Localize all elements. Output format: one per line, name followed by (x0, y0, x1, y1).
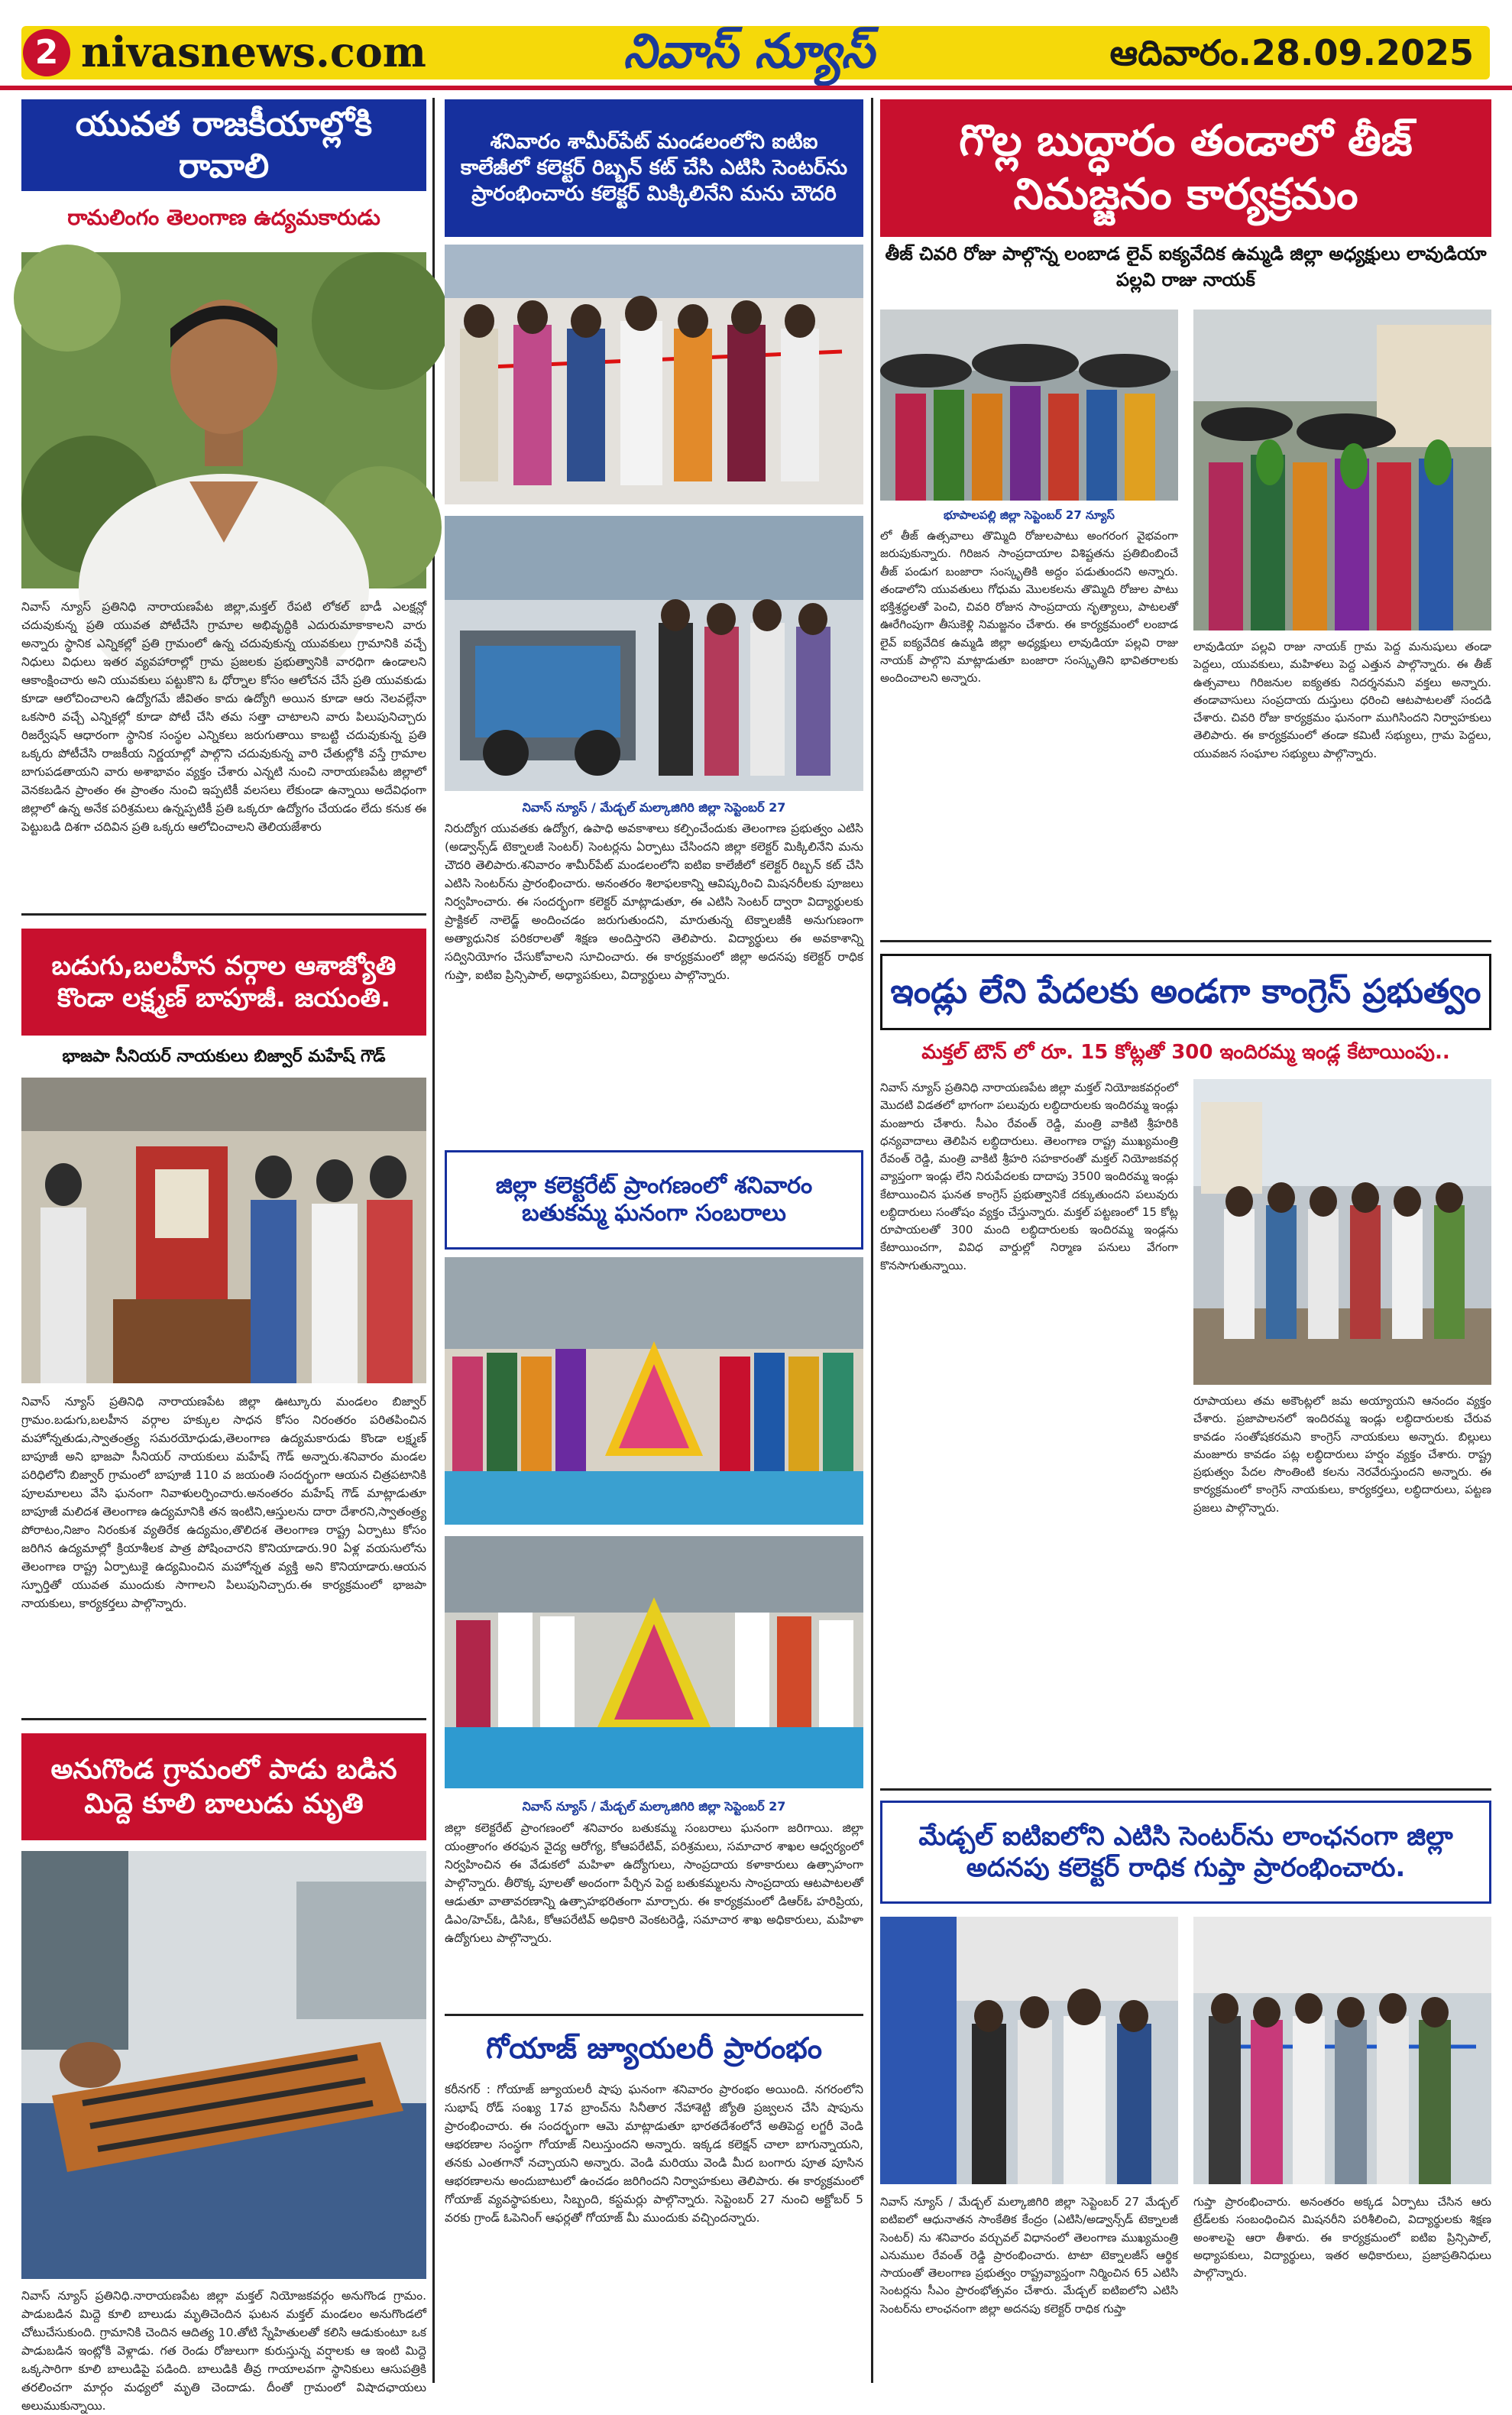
divider (880, 940, 1491, 942)
article-dateline: భూపాలపల్లి జిల్లా సెప్టెంబర్ 27 న్యూస్ (944, 508, 1115, 522)
machinery-photo (445, 516, 863, 791)
divider (880, 1788, 1491, 1791)
article-body: లావుడియా పల్లవి రాజు నాయక్ గ్రామ పెద్ద మనుషులు తండా పెద్దలు, యువకులు, మహిళలు పెద్ద ఎత్తున పాల్గొన్నారు. ఈ తీజ్ ఉత్సవాలు గిరిజనుల ఐక్యతకు నిదర్శనమని వక్తలు అన్నారు. తండావాసులు సంప్రదాయ దుస్తులు ధరించి ఆటపాటలతో సందడి చేశారు. చివరి రోజు కార్యక్రమం ఘనంగా ముగిసిందని నిర్వాహకులు తెలిపారు. ఈ కార్యక్రమంలో తండా కమిటీ సభ్యులు, గ్రామ పెద్దలు, యువజన సంఘాల సభ్యులు పాల్గొన్నారు. (1193, 640, 1491, 760)
group-photo (21, 1078, 426, 1383)
page-number: 2 (23, 29, 70, 76)
article-headline: అనుగొండ గ్రామంలో పాడు బడిన మిద్దె కూలి బాలుడు మృతి (21, 1733, 426, 1840)
column-middle (445, 99, 863, 2225)
site-name[interactable]: nivasnews.com (81, 28, 426, 76)
article-headline: బడుగు,బలహీన వర్గాల ఆశాజ్యోతి కొండా లక్ష్మణ్ బాపూజీ. జయంతి. (21, 929, 426, 1036)
article-headline: మేడ్చల్ ఐటిఐలోని ఎటిసి సెంటర్‌ను లాంఛనంగా జిల్లా అదనపు కలెక్టర్ రాధిక గుప్తా ప్రారంభించారు. (880, 1801, 1491, 1904)
article-body: నిరుద్యోగ యువతకు ఉద్యోగ, ఉపాధి అవకాశాలు కల్పించేందుకు తెలంగాణ ప్రభుత్వం ఎటిసి (అడ్వాన్స్‌డ్ టెక్నాలజీ సెంటర్) సెంటర్లను ఏర్పాటు చేసిందని జిల్లా కలెక్టర్ మిక్కిలినేని మను చౌదరి తెలిపారు.శనివారం శామీర్‌పేట్ మండలంలోని ఐటిఐ కాలేజీలో కలెక్టర్ రిబ్బన్ కట్ చేసి ఎటిసి సెంటర్‌ను ప్రారంభించారు. అనంతరం శిలాఫలకాన్ని ఆవిష్కరించి మిషనరీలకు పూజలు నిర్వహించారు. ఈ సందర్భంగా కలెక్టర్ మాట్లాడుతూ, ఈ ఎటిసి సెంటర్ ద్వారా విద్యార్థులకు ప్రాక్టికల్ నాలెడ్జ్ అందించడం జరుగుతుందని, మారుతున్న టెక్నాలజీకి అనుగుణంగా అత్యాధునిక పరికరాలతో శిక్షణ అందిస్తారని తెలిపారు. విద్యార్థులు ఈ అవకాశాన్ని సద్వినియోగం చేసుకోవాలని సూచించారు. ఈ కార్యక్రమంలో జిల్లా అదనపు కలెక్టర్ రాధిక గుప్తా, ఐటిఐ ప్రిన్సిపాల్, అధ్యాపకులు, విద్యార్థులు పాల్గొన్నారు. (445, 822, 863, 983)
bathukamma-photo-1 (445, 1257, 863, 1525)
bathukamma-photo-2 (445, 1536, 863, 1788)
article-headline: గొల్ల బుద్ధారం తండాలో తీజ్ నిమజ్జనం కార్యక్రమం (880, 99, 1491, 237)
article-subhead: తీజ్ చివరి రోజు పాల్గొన్న లంబాడ లైవ్ ఐక్యవేదిక ఉమ్మడి జిల్లా అధ్యక్షులు లావుడియా పల్లవి రాజు నాయక్ (885, 243, 1487, 290)
housing-photo (1193, 1079, 1491, 1385)
article-body: నివాస్ న్యూస్ ప్రతినిధి నారాయణపేట జిల్లా,మక్తల్ రేపటి లోకల్ బాడీ ఎలక్షన్లో చదువుకున్న ప్రతి యువత పోటీచేసి గ్రామాల అభివృద్ధికి ఎదురుమాకాకాలని వారు అన్నారు స్థానిక ఎన్నికల్లో ప్రతి గ్రామంలో ఉన్న చదువుకున్న యువకులు గ్రామానికి వచ్చే నిధులు విధులు ఇతర వ్యవహారాల్లో గ్రామ ప్రజలకు ప్రభుత్వానికి వారధిగా ఉండాలని ఆకాంక్షించారు అని యువకులు పట్టుకొని ఓ ధోర్నాల కోసం ఆలోచన చేసే ప్రతి యువకుడు కూడా ఆలోచించాలని ఉద్యోగమే జీవితం కాదు ఉద్యోగి అయిన కూడా ఆరు నెలవల్లేనా ఒకసారి వచ్చే ఎన్నికల్లో కూడా పోటీ చేసి తమ సత్తా చాటాలని వారు పిలుపునిచ్చారు రిజర్వేషన్ ఆధారంగా స్థానిక సంస్థల ఎన్నికలు జరుగుతాయి కాబట్టి చదువుకున్న ప్రతి ఒక్కరు పోటీచేసి రాజకీయ నిర్ణయాల్లో పాల్గొని చదువుకున్న వారి చేతుల్లోకి వస్తే గ్రామాల బాగుపడతాయని వారు అశాభావం వ్యక్తం చేశారు ఎన్నటి నుంచి నారాయణపేట జిల్లాలో వెనకబడిన ప్రాంతం ఈ ప్రాంతం నుంచి ఇప్పటికీ వలసలు లేకుండా ఉన్నాయి అదేవిధంగా జిల్లాలో ఉన్న అనేక పరిశ్రమలు ఉన్నప్పటికీ ప్రతి ఒక్కరూ ఉద్యోగం చేయడం లేదు కనుక ఈ పెట్టుబడి దిశగా చదివిన ప్రతి ఒక్కరు ఆలోచించాలని తెలియజేశారు (21, 600, 426, 835)
news-photo (21, 1851, 426, 2279)
article-body: నివాస్ న్యూస్ ప్రతినిధి.నారాయణపేట జిల్లా మక్తల్ నియోజకవర్గం అనుగొండ గ్రామం. పాడుబడిన మిద్దె కూలి బాలుడు మృతిచెందిన ఘటన మక్తల్ మండలం అనుగొండలో చోటుచేసుకుంది. గ్రామానికి చెందిన ఆదిత్య 10.తోటి స్నేహితులతో కలిసి ఆడుకుంటూ ఒక పాడుబడిన ఇంట్లోకి వెళ్లాడు. గత రెండు రోజులుగా కురుస్తున్న వర్షాలకు ఆ ఇంటి మిద్దె ఒక్కసారిగా కూలి బాలుడిపై పడింది. బాలుడికి తీవ్ర గాయాలవగా స్థానికులు ఆసుపత్రికి తరలించగా మార్గం మధ్యలో మృతి చెందాడు. దీంతో గ్రామంలో విషాదఛాయలు అలుముకున్నాయి. (21, 2289, 426, 2413)
article-body: నివాస్ న్యూస్ ప్రతినిధి నారాయణపేట జిల్లా ఊట్కూరు మండలం బిజ్వార్ గ్రామం.బడుగు,బలహీన వర్గాల హక్కుల సాధన కోసం నిరంతరం పరితపించిన మహోన్నతుడు,స్వాతంత్ర్య సమరయోధుడు,తెలంగాణ ఉద్యమకారుడు కొండా లక్ష్మణ్ బాపూజీ అని భాజపా సీనియర్ నాయకులు మహేష్ గౌడ్ అన్నారు.శనివారం మండల పరిధిలోని బిజ్వార్ గ్రామంలో బాపూజీ 110 వ జయంతి సందర్భంగా ఆయన చిత్రపటానికి పూలమాలలు వేసి ఘనంగా నివాళులర్పించారు.అనంతరం మహేష్ గౌడ్ మాట్లాడుతూ బాపూజీ మలిదశ తెలంగాణ ఉద్యమానికి తన ఇంటిని,ఆస్తులను దారా దేశారని,స్వాతంత్ర్య పోరాటం,నిజాం నిరంకుశ వ్యతిరేక ఉద్యమం,తొలిదశ తెలంగాణ రాష్ట్ర ఏర్పాటు కోసం జరిగిన ఉద్యమాల్లో క్రియాశీలక పాత్ర పోషించారని కొనియాడారు.90 ఏళ్ల వయసులోను తెలంగాణ రాష్ట్ర ఏర్పాటుకై ఉద్యమించిన మహోన్నత వ్యక్తి అని కొనియాడారు.ఆయన స్ఫూర్తితో యువత ముందుకు సాగాలని పిలుపునిచ్చారు.ఈ కార్యక్రమంలో భాజపా నాయకులు, కార్యకర్తలు పాల్గొన్నారు. (21, 1395, 426, 1611)
atc-photo-1 (880, 1917, 1178, 2184)
divider (21, 913, 426, 916)
teej-photo-2 (1193, 310, 1491, 630)
teej-photo-1 (880, 310, 1178, 501)
article-body: కరీనగర్ : గోయాజ్ జ్యూయలరీ షాపు ఘనంగా శనివారం ప్రారంభం అయింది. నగరంలోని సుభాష్ రోడ్ సంఖ్య 17వ బ్రాంచ్‌ను సినీతార నేహాశెట్టి జ్యోతి ప్రజ్వలన చేసి షాపును ప్రారంభించారు. ఈ సందర్భంగా ఆమె మాట్లాడుతూ భారతదేశంలోనే అతిపెద్ద లగ్జరీ వెండి ఆభరణాల సంస్థగా గోయాజ్ నిలుస్తుందని అన్నారు. ఇక్కడ కలెక్షన్ చాలా బాగున్నాయని, తనకు ఎంతగానో నచ్చాయని అన్నారు. వెండి మరియు వెండి మీద బంగారు పూత పూసిన ఆభరణాలను అందుబాటులో ఉంచడం జరిగిందని నిర్వాహకులు తెలిపారు. ఈ కార్యక్రమంలో గోయాజ్ వ్యవస్థాపకులు, సిబ్బంది, కస్టమర్లు పాల్గొన్నారు. సెప్టెంబర్ 27 నుంచి అక్టోబర్ 5 వరకు గ్రాండ్ ఓపెనింగ్ ఆఫర్లతో గోయాజ్ మీ ముందుకు వచ్చిందన్నారు. (445, 2083, 863, 2225)
paper-name: నివాస్ న్యూస్ (623, 23, 875, 79)
column-left (21, 99, 426, 2413)
article-body: రూపాయలు తమ అకౌంట్లలో జమ అయ్యాయని ఆనందం వ్యక్తం చేశారు. ప్రజాపాలనలో ఇందిరమ్మ ఇండ్లు లబ్ధిదారులకు చేరువ కావడం సంతోషకరమని కాంగ్రెస్ నాయకులు అన్నారు. బిల్లులు మంజూరు కావడం పట్ల లబ్ధిదారులు హర్షం వ్యక్తం చేశారు. రాష్ట్ర ప్రభుత్వం పేదల సొంతింటి కలను నెరవేరుస్తుందని అన్నారు. ఈ కార్యక్రమంలో కాంగ్రెస్ నాయకులు, కార్యకర్తలు, లబ్ధిదారులు, పట్టణ ప్రజలు పాల్గొన్నారు. (1193, 1394, 1491, 1515)
article-body: నివాస్ న్యూస్ ప్రతినిధి నారాయణపేట జిల్లా మక్తల్ నియోజకవర్గంలో మొదటి విడతలో భాగంగా పలువురు లబ్ధిదారులకు ఇందిరమ్మ ఇండ్లు మంజూరు చేశారు. సీఎం రేవంత్ రెడ్డి, మంత్రి వాకిటి శ్రీహరికి ధన్యవాదాలు తెలిపిన లబ్ధిదారులు. తెలంగాణ రాష్ట్ర ముఖ్యమంత్రి రేవంత్ రెడ్డి, మంత్రి వాకిటి శ్రీహరి సహకారంతో మక్తల్ నియోజకవర్గ వ్యాప్తంగా ఇండ్లు లేని నిరుపేదలకు దాదాపు 3500 ఇందిరమ్మ ఇండ్లు కేటాయించిన ఘనత కాంగ్రెస్ ప్రభుత్వానికే దక్కుతుందని పలువురు లబ్ధిదారులు సంతోషం వ్యక్తం చేస్తున్నారు. మక్తల్ పట్టణంలో 15 కోట్ల రూపాయలతో 300 మంది లబ్ధిదారులకు ఇందిరమ్మ ఇండ్లను కేటాయించగా, వివిధ వార్డుల్లో నిర్మాణ పనులు వేగంగా కొనసాగుతున్నాయి. (880, 1081, 1178, 1272)
article-headline: యువత రాజకీయాల్లోకి రావాలి (21, 99, 426, 191)
ribbon-cutting-photo (445, 245, 863, 504)
article-byline: రామలింగం తెలంగాణ ఉద్యమకారుడు (67, 205, 380, 230)
article-headline: జిల్లా కలెక్టరేట్ ప్రాంగణంలో శనివారం బతుకమ్మ ఘనంగా సంబరాలు (445, 1150, 863, 1250)
divider (21, 1718, 426, 1720)
article-dateline: నివాస్ న్యూస్ / మేడ్చల్ మల్కాజిగిరి జిల్లా సెప్టెంబర్ 27 (522, 800, 786, 815)
column-rule (871, 98, 873, 2383)
column-rule (432, 98, 435, 2383)
divider (445, 2014, 863, 2016)
article-body: గుప్తా ప్రారంభించారు. అనంతరం అక్కడ ఏర్పాటు చేసిన ఆరు ట్రేడ్‌లకు సంబంధించిన మిషనరీని పరిశీలించి, విద్యార్థులకు శిక్షణ అంశాలపై ఆరా తీశారు. ఈ కార్యక్రమంలో ఐటిఐ ప్రిన్సిపాల్, అధ్యాపకులు, విద్యార్థులు, ఇతర అధికారులు, ప్రజాప్రతినిధులు పాల్గొన్నారు. (1193, 2195, 1491, 2280)
article-body: లో తీజ్ ఉత్సవాలు తొమ్మిది రోజులపాటు అంగరంగ వైభవంగా జరుపుకున్నారు. గిరిజన సాంప్రదాయాల విశిష్టతను ప్రతిబింబించే తీజ్ పండుగ బంజారా సంస్కృతికి అద్దం పడుతుందని అన్నారు. తండాలోని యువతులు గోధుమ మొలకలను తొమ్మిది రోజుల పాటు భక్తిశ్రద్ధలతో పెంచి, చివరి రోజున సాంప్రదాయ నృత్యాలు, పాటలతో ఊరేగింపుగా తీసుకెళ్లి నిమజ్జనం చేశారు. ఈ కార్యక్రమంలో లంబాడ లైవ్ ఐక్యవేదిక ఉమ్మడి జిల్లా అధ్యక్షులు లావుడియా పల్లవి రాజు నాయక్ పాల్గొని మాట్లాడుతూ బంజారా సంస్కృతిని భావితరాలకు అందించాలని అన్నారు. (880, 529, 1178, 685)
article-headline: గోయాజ్ జ్యూయలరీ ప్రారంభం (486, 2031, 822, 2065)
portrait-photo (21, 252, 426, 588)
article-byline: భాజపా సీనియర్ నాయకులు బిజ్వార్ మహేష్ గౌడ్ (62, 1047, 386, 1066)
atc-photo-2 (1193, 1917, 1491, 2184)
article-dateline: నివాస్ న్యూస్ / మేడ్చల్ మల్కాజిగిరి జిల్లా సెప్టెంబర్ 27 (522, 1799, 786, 1814)
masthead (0, 0, 1512, 99)
article-body: నివాస్ న్యూస్ / మేడ్చల్ మల్కాజిగిరి జిల్లా సెప్టెంబర్ 27 మేడ్చల్ ఐటిఐలో ఆధునాతన సాంకేతిక కేంద్రం (ఎటిసి/అడ్వాన్స్‌డ్ టెక్నాలజీ సెంటర్) ను శనివారం వర్చువల్ విధానంలో తెలంగాణ ముఖ్యమంత్రి ఎనుముల రేవంత్ రెడ్డి ప్రారంభించారు. టాటా టెక్నాలజీస్ ఆర్థిక సాయంతో తెలంగాణ ప్రభుత్వం రాష్ట్రవ్యాప్తంగా నిర్మించిన 65 ఎటిసి సెంటర్లను సీఎం ప్రారంభోత్సవం చేశారు. మేడ్చల్ ఐటిఐలోని ఎటిసి సెంటర్‌ను లాంఛనంగా జిల్లా అదనపు కలెక్టర్ రాధిక గుప్తా (880, 2195, 1178, 2316)
article-subhead: మక్తల్ టౌన్ లో రూ. 15 కోట్లతో 300 ఇందిరమ్మ ఇండ్ల కేటాయింపు.. (921, 1041, 1450, 1064)
article-headline: శనివారం శామీర్‌పేట్ మండలంలోని ఐటిఐ కాలేజీలో కలెక్టర్ రిబ్బన్ కట్ చేసి ఎటిసి సెంటర్‌ను ప్రారంభించారు కలెక్టర్ మిక్కిలినేని మను చౌదరి (445, 99, 863, 237)
issue-date: ఆదివారం.28.09.2025 (1109, 32, 1474, 73)
article-body: జిల్లా కలెక్టరేట్ ప్రాంగణంలో శనివారం బతుకమ్మ సంబరాలు ఘనంగా జరిగాయి. జిల్లా యంత్రాంగం తరఫున వైద్య ఆరోగ్య, కోఆపరేటివ్, పరిశ్రమలు, సమాచార శాఖల ఆధ్వర్యంలో నిర్వహించిన ఈ వేడుకలో మహిళా ఉద్యోగులు, సాంప్రదాయ కళాకారులు ఉత్సాహంగా పాల్గొన్నారు. తీరొక్క పూలతో అందంగా పేర్చిన పెద్ద బతుకమ్మలను సాంప్రదాయ ఆటపాటలతో ఆడుతూ వాతావరణాన్ని ఉత్సాహభరితంగా మార్చారు. ఈ కార్యక్రమంలో డిఆర్ఓ హరిప్రియ, డిఎం/హెచ్ఓ, డిసిఓ, కోఆపరేటివ్ అధికారి వెంకటరెడ్డి, సమాచార శాఖ అధికారులు, మహిళా ఉద్యోగులు పాల్గొన్నారు. (445, 1821, 863, 1946)
column-right (880, 99, 1491, 2316)
top-rule (0, 86, 1512, 90)
article-headline: ఇండ్లు లేని పేదలకు అండగా కాంగ్రెస్ ప్రభుత్వం (880, 954, 1491, 1030)
